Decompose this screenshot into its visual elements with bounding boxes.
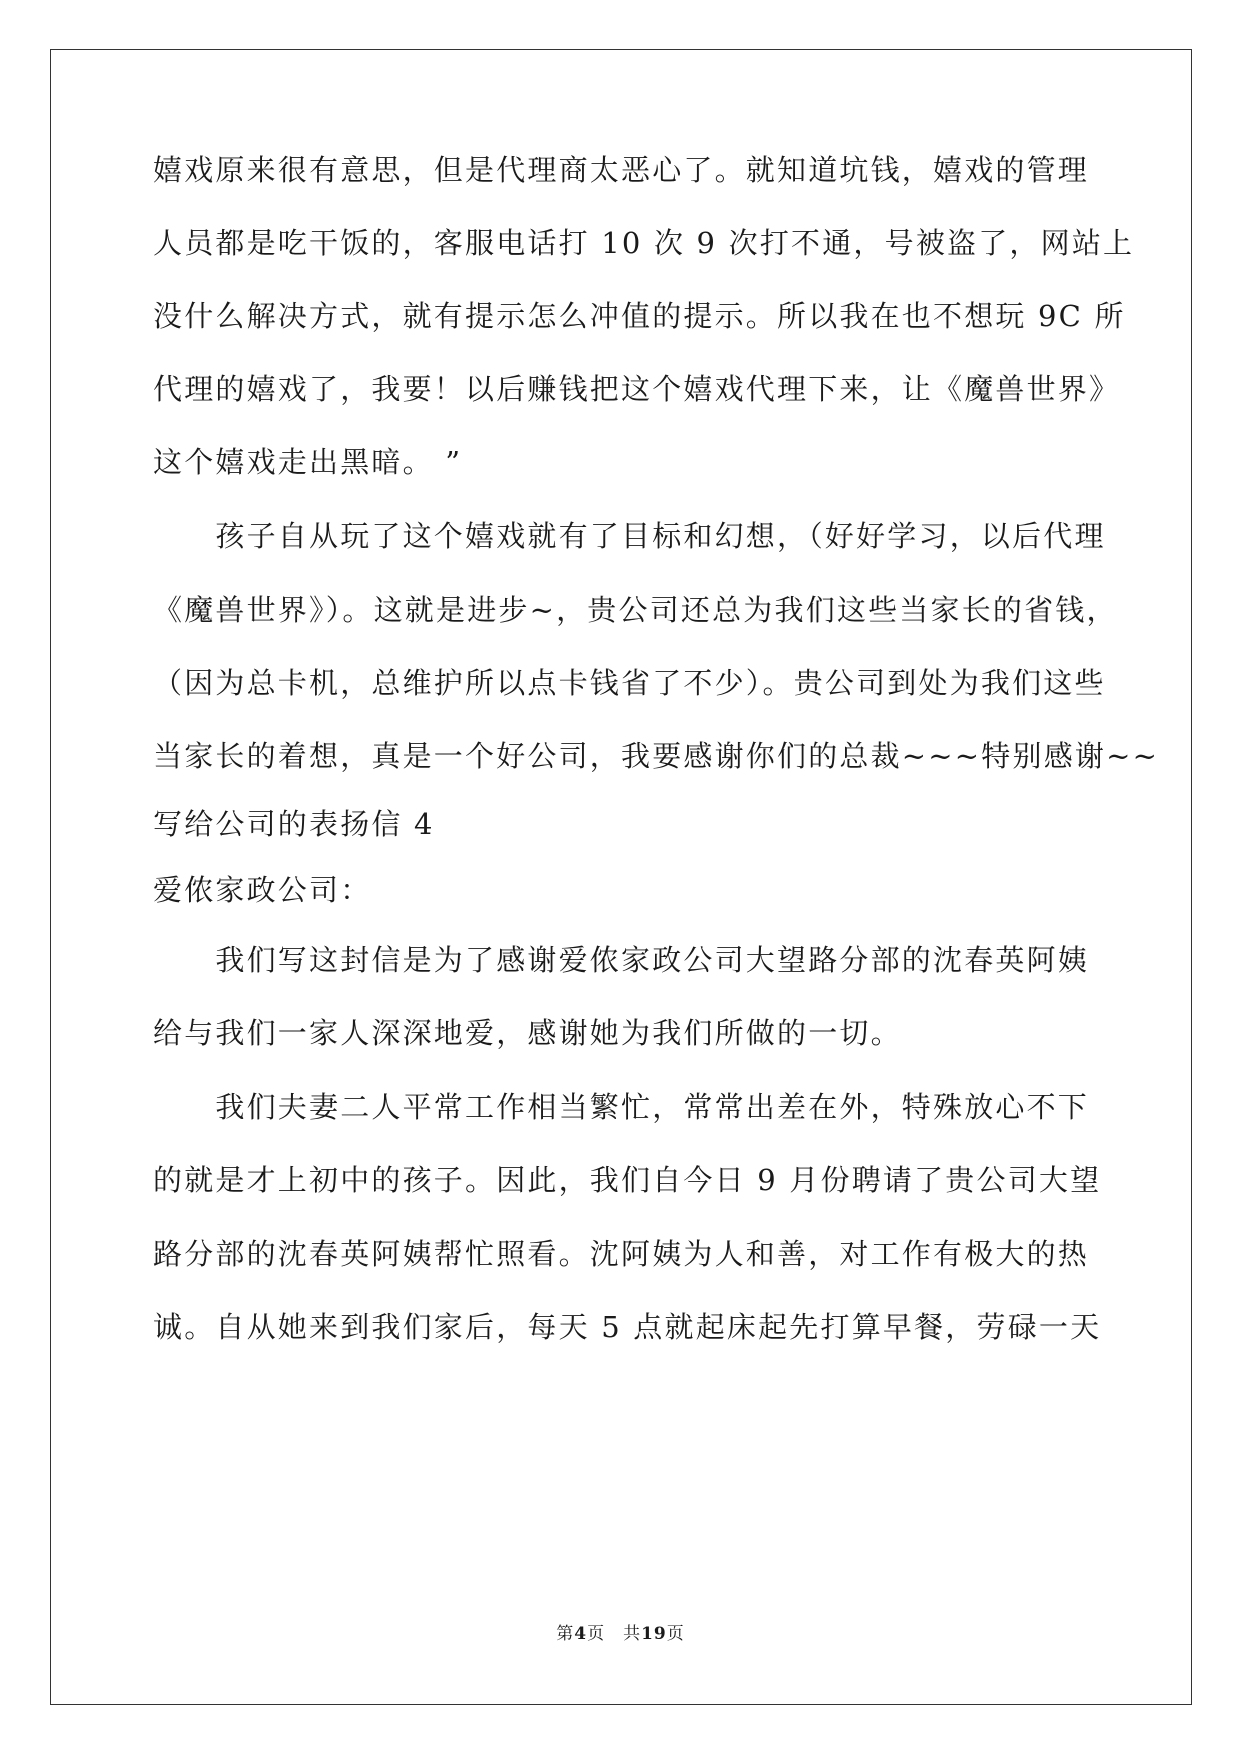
text-line: 嬉戏原来很有意思，但是代理商太恶心了。就知道坑钱，嬉戏的管理	[153, 153, 1090, 187]
text-line: （因为总卡机，总维护所以点卡钱省了不少）。贵公司到处为我们这些	[153, 666, 1106, 700]
text-line: 给与我们一家人深深地爱，感谢她为我们所做的一切。	[153, 1016, 902, 1050]
text-line: 这个嬉戏走出黑暗。 ”	[153, 445, 463, 479]
text-line: 孩子自从玩了这个嬉戏就有了目标和幻想，（好好学习，以后代理	[153, 519, 1106, 553]
text-line: 我们写这封信是为了感谢爱侬家政公司大望路分部的沈春英阿姨	[153, 943, 1090, 977]
text-line: 《魔兽世界》）。这就是进步~，贵公司还总为我们这些当家长的省钱，	[153, 593, 1118, 627]
text-line: 没什么解决方式，就有提示怎么冲值的提示。所以我在也不想玩 9C 所	[153, 299, 1126, 333]
text-line: 我们夫妻二人平常工作相当繁忙，常常出差在外，特殊放心不下	[153, 1090, 1090, 1124]
page-label-middle: 页 共	[587, 1624, 642, 1644]
salutation: 爱侬家政公司：	[153, 873, 372, 907]
text-line: 人员都是吃干饭的，客服电话打 10 次 9 次打不通，号被盗了，网站上	[153, 226, 1135, 260]
page-label-prefix: 第	[556, 1624, 575, 1644]
section-heading: 写给公司的表扬信 4	[153, 807, 435, 841]
text-line: 当家长的着想，真是一个好公司，我要感谢你们的总裁~~~特别感谢~~	[153, 739, 1160, 773]
page-footer	[0, 1622, 1241, 1646]
text-line: 代理的嬉戏了，我要！以后赚钱把这个嬉戏代理下来，让《魔兽世界》	[153, 372, 1121, 406]
text-line: 的就是才上初中的孩子。因此，我们自今日 9 月份聘请了贵公司大望	[153, 1163, 1102, 1197]
page-label-suffix: 页	[666, 1624, 685, 1644]
text-line: 路分部的沈春英阿姨帮忙照看。沈阿姨为人和善，对工作有极大的热	[153, 1237, 1090, 1271]
text-line: 诚。自从她来到我们家后，每天 5 点就起床起先打算早餐，劳碌一天	[153, 1310, 1102, 1344]
current-page-number: 4	[574, 1624, 588, 1644]
total-page-number: 19	[641, 1624, 667, 1644]
